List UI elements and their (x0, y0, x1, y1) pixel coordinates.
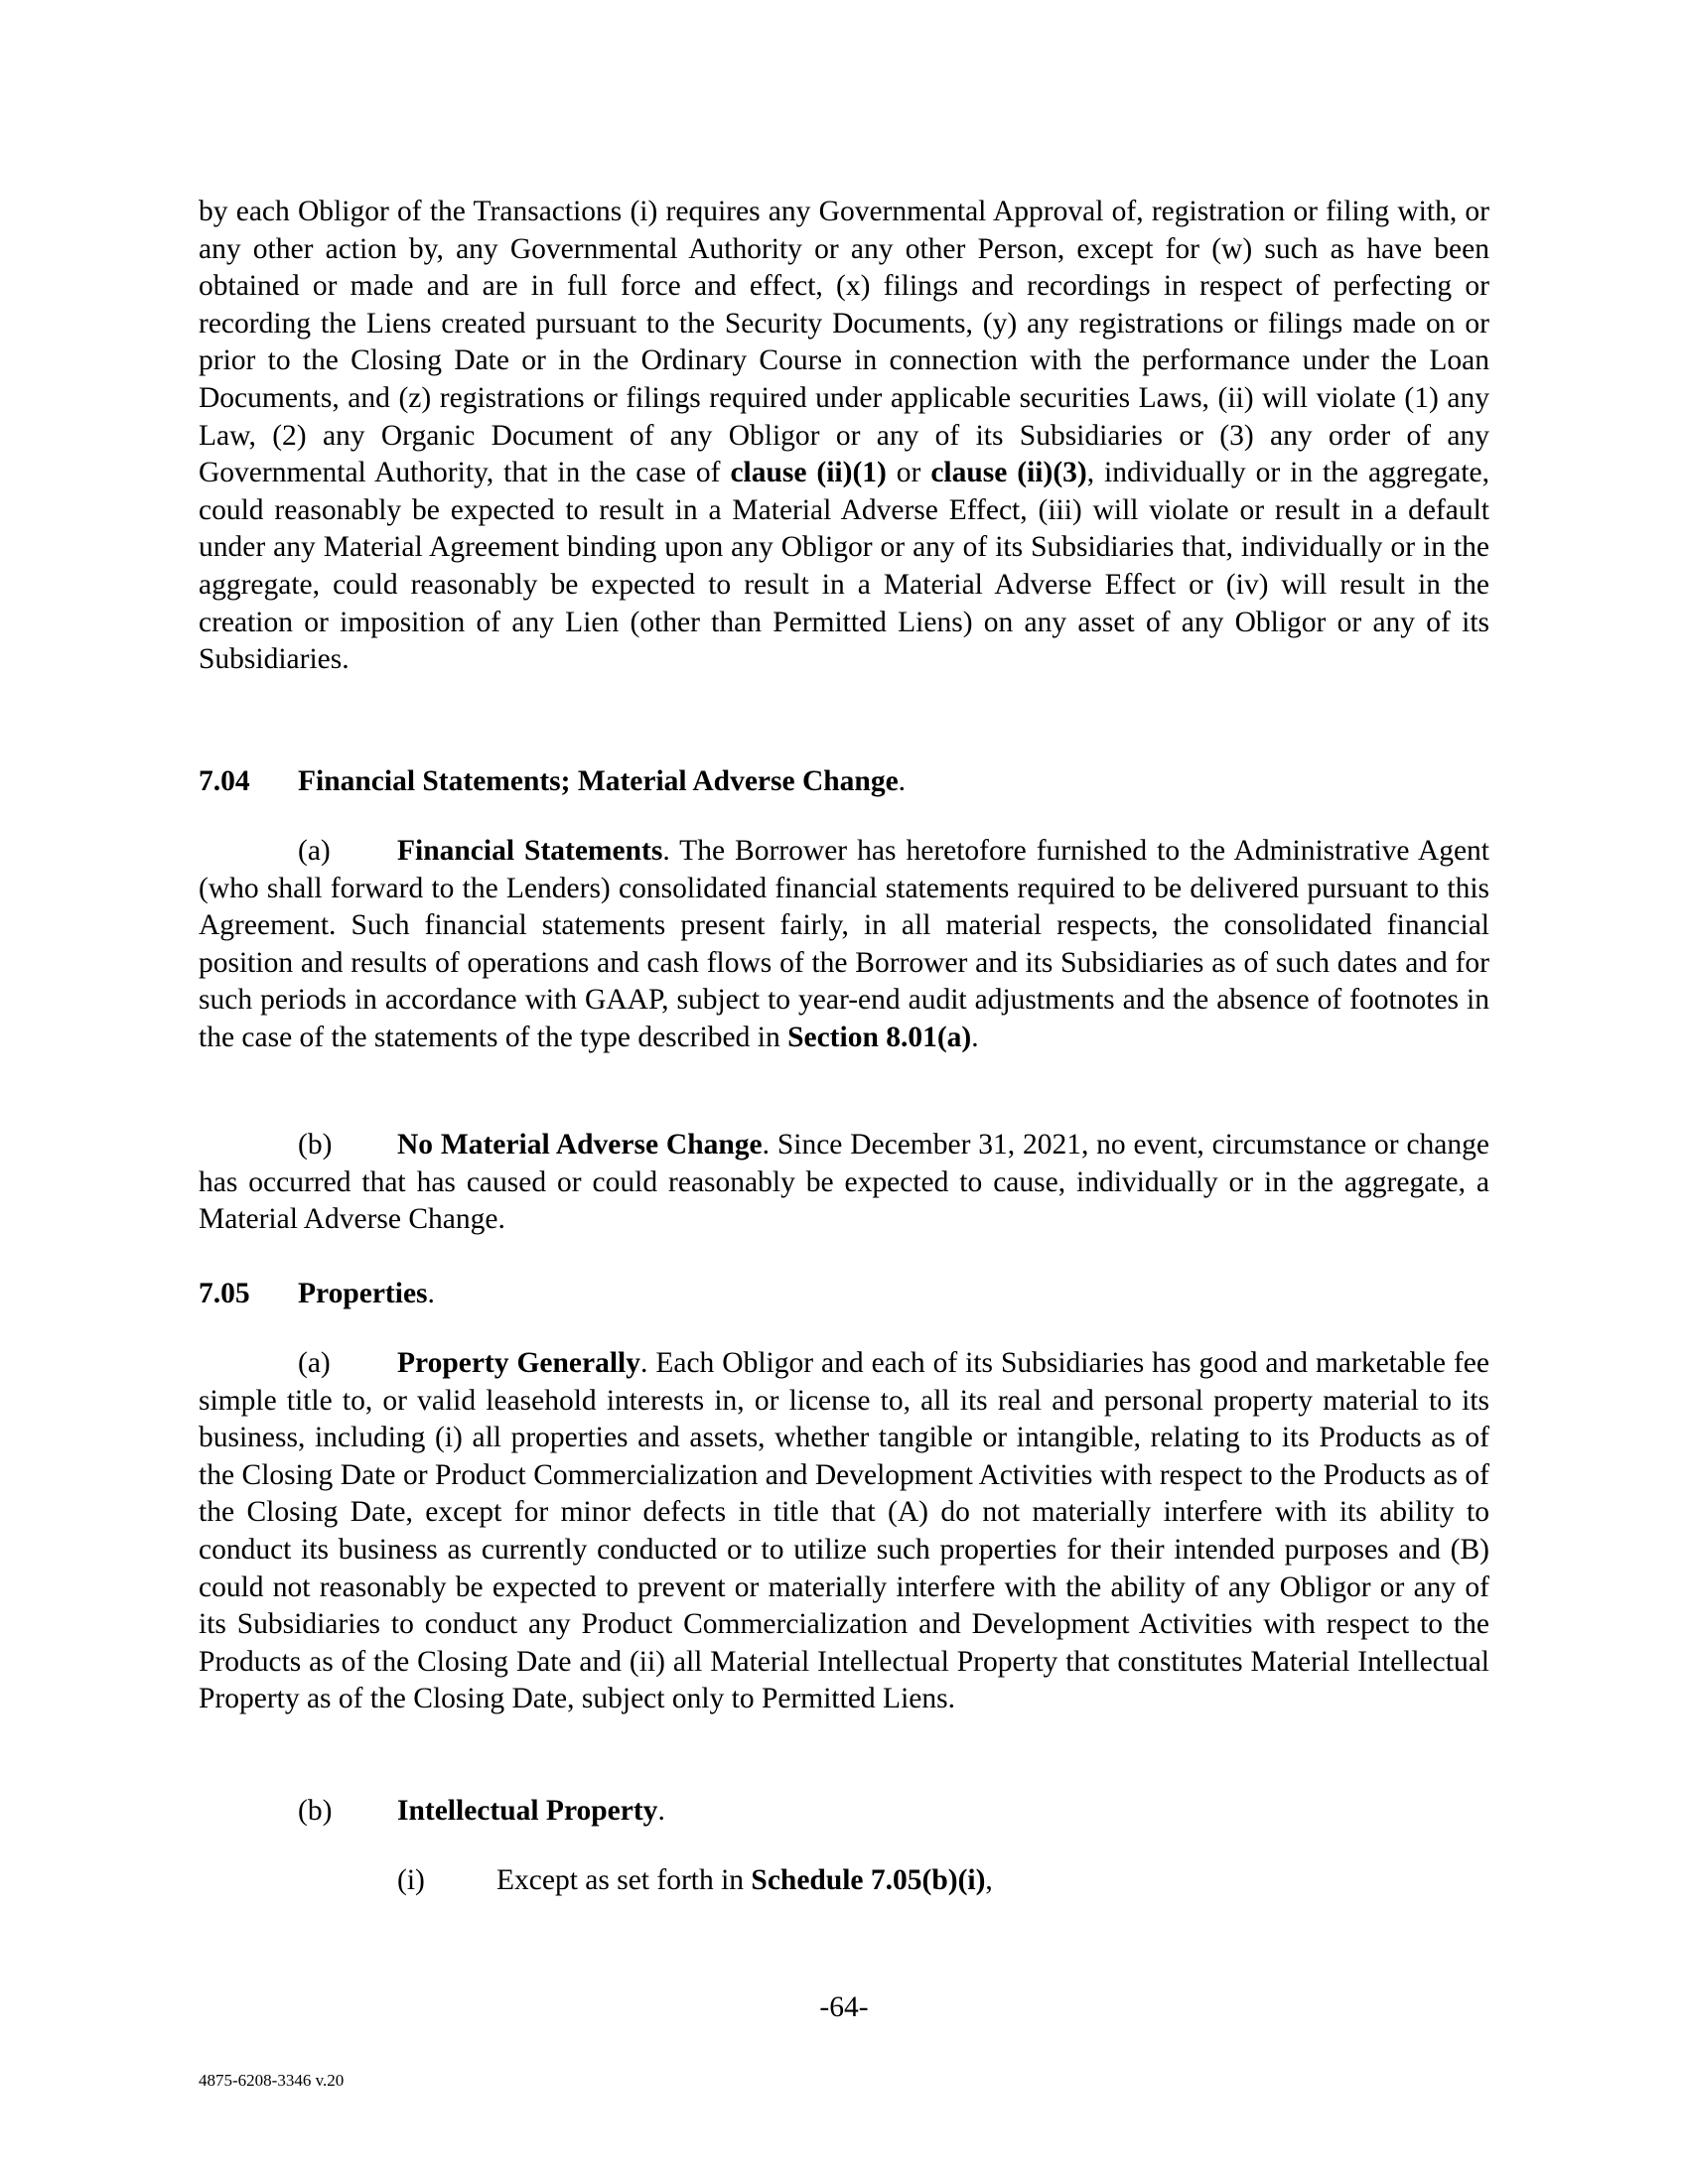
subsection-7-05-a (199, 1345, 1489, 1718)
subsection-title: No Material Adverse Change (397, 1129, 763, 1160)
section-title: Properties (298, 1278, 428, 1309)
subsection-7-04-a (199, 833, 1489, 1057)
paragraph-text (199, 833, 1489, 1057)
clause-ref: clause (ii)(3) (930, 457, 1087, 489)
subsection-title: Intellectual Property (397, 1795, 658, 1827)
heading-period: . (657, 1795, 665, 1827)
text-run: . Since December 31, 2021, no event, circumstance or change has occurred that has caused or could reasonably be expected to cause, individually or in the aggregate, a Material Adverse Change. (199, 1129, 1489, 1236)
paragraph-continuation (199, 194, 1489, 679)
subsection-label: (a) (298, 835, 331, 867)
subsection-title: Property Generally (397, 1347, 640, 1379)
text-run: , individually or in the aggregate, could reasonably be expected to result in a Material Adverse Effect, (iii) will violate or result in a default under any Material Agreement binding upon any Obligor or any of its Subsidiaries that, individually or in the aggregate, could reasonably be expected to result in a Material Adverse Effect or (iv) will result in the creation or imposition of any Lien (other than Permitted Liens) on any asset of any Obligor or any of its Subsidiaries. (199, 457, 1489, 676)
clause-label: (i) (397, 1864, 425, 1896)
document-id: 4875-6208-3346 v.20 (199, 2071, 345, 2090)
section-heading-7-05 (199, 1276, 1489, 1313)
section-ref: Section 8.01(a) (787, 1021, 972, 1053)
subsection-label: (b) (298, 1129, 333, 1160)
clause-7-05-b-i (199, 1862, 1489, 1900)
section-heading-7-04 (199, 763, 1489, 801)
section-number: 7.04 (199, 765, 250, 797)
text-run: . The Borrower has heretofore furnished to the Administrative Agent (who shall forward to the Lenders) consolidated financial statements required to be delivered pursuant to this Agreement. Such financial statements present fairly, in all material respects, the consolidated financial position and results of operations and cash flows of the Borrower and its Subsidiaries as of such dates and for such periods in accordance with GAAP, subject to year-end audit adjustments and the absence of footnotes in the case of the statements of the type described in (199, 835, 1489, 1053)
heading-period: . (427, 1278, 435, 1309)
heading-period: . (898, 765, 907, 797)
section-title: Financial Statements; Material Adverse Change (298, 765, 899, 797)
paragraph-text (199, 194, 1489, 679)
subsection-7-05-b (199, 1793, 1489, 1831)
subsection-title: Financial Statements (397, 835, 663, 867)
paragraph-text (199, 1345, 1489, 1718)
text-run: by each Obligor of the Transactions (i) requires any Governmental Approval of, registration or filing with, or any other action by, any Governmental Authority or any other Person, except for (w) such as have been obtained or made and are in full force and effect, (x) filings and recordings in respect of perfecting or recording the Liens created pursuant to the Security Documents, (y) any registrations or filings made on or prior to the Closing Date or in the Ordinary Course in connection with the performance under the Loan Documents, and (z) registrations or filings required under applicable securities Laws, (ii) will violate (1) any Law, (2) any Organic Document of any Obligor or any of its Subsidiaries or (3) any order of any Governmental Authority, that in the case of (199, 196, 1489, 489)
section-number: 7.05 (199, 1278, 250, 1309)
subsection-label: (b) (298, 1795, 333, 1827)
clause-ref: clause (ii)(1) (730, 457, 887, 489)
subsection-7-04-b (199, 1127, 1489, 1239)
subsection-label: (a) (298, 1347, 331, 1379)
page-number: -64- (819, 1991, 869, 2023)
schedule-ref: Schedule 7.05(b)(i) (751, 1864, 986, 1896)
text-run: . Each Obligor and each of its Subsidiaries has good and marketable fee simple title to, or valid leasehold interests in, or license to, all its real and personal property material to its business, including (i) all properties and assets, whether tangible or intangible, relating to its Products as of the Closing Date or Product Commercialization and Development Activities with respect to the Products as of the Closing Date, except for minor defects in title that (A) do not materially interfere with its ability to conduct its business as currently conducted or to utilize such properties for their intended purposes and (B) could not reasonably be expected to prevent or materially interfere with the ability of any Obligor or any of its Subsidiaries to conduct any Product Commercialization and Development Activities with respect to the Products as of the Closing Date and (ii) all Material Intellectual Property that constitutes Material Intellectual Property as of the Closing Date, subject only to Permitted Liens. (199, 1347, 1489, 1715)
text-run: Except as set forth in (496, 1864, 752, 1896)
paragraph-text (199, 1127, 1489, 1239)
text-run: , (985, 1864, 993, 1896)
text-run: or (886, 457, 931, 489)
text-run: . (971, 1021, 979, 1053)
